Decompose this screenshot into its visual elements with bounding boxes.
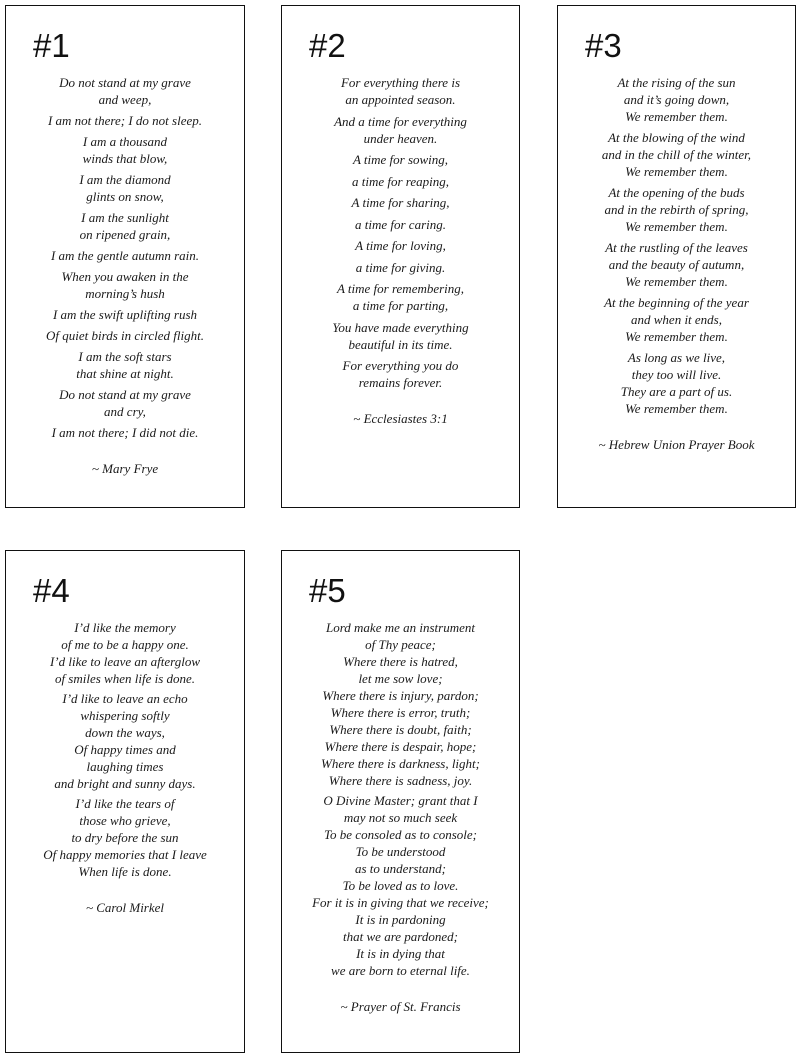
poem-line: Of quiet birds in circled flight.	[46, 328, 204, 343]
poem-line: You have made everything	[332, 319, 469, 335]
poem-line: At the blowing of the wind	[608, 130, 745, 145]
poem-line: For everything there is	[340, 75, 460, 90]
poem-line: I am a thousand	[82, 134, 168, 149]
poem-line: A time for sharing,	[351, 195, 450, 210]
poem-stanza	[558, 294, 795, 345]
poem-line: We remember them.	[625, 401, 728, 416]
poem-stanza	[282, 113, 519, 147]
poem-line: and it’s going down,	[623, 92, 730, 107]
poem-text	[282, 74, 519, 427]
poem-card-5	[281, 550, 520, 1053]
poem-line: Where there is injury, pardon;	[322, 688, 479, 703]
poem-line: It is in dying that	[356, 946, 445, 961]
poem-line: I am the sunlight	[81, 210, 169, 225]
poem-line: to dry before the sun	[71, 830, 179, 845]
poem-stanza	[6, 386, 244, 420]
poem-line: I am the gentle autumn rain.	[50, 248, 200, 263]
poem-card-3	[557, 5, 796, 508]
poem-line: I’d like to leave an echo	[62, 691, 188, 706]
poem-line: We remember them.	[625, 109, 728, 124]
poem-line: Lord make me an instrument	[325, 620, 475, 635]
poem-line: under heaven.	[363, 130, 438, 146]
poem-stanza	[6, 306, 244, 323]
poem-text	[558, 74, 795, 453]
poem-line: and weep,	[98, 92, 152, 107]
poem-line: For everything you do	[342, 358, 459, 373]
poem-line: a time for parting,	[352, 298, 449, 313]
poem-line: as to understand;	[355, 861, 446, 876]
poem-line: I am the soft stars	[78, 349, 172, 364]
poem-card-2	[281, 5, 520, 508]
poem-stanza	[282, 357, 519, 391]
poem-card-4	[5, 550, 245, 1053]
poem-line: we are born to eternal life.	[331, 963, 470, 978]
card-number: #2	[309, 27, 346, 64]
poem-attribution: ~ Carol Mirkel	[85, 900, 165, 915]
poem-line: glints on snow,	[86, 189, 164, 204]
poem-line: morning’s hush	[85, 286, 165, 301]
poem-line: and in the rebirth of spring,	[604, 202, 749, 217]
poem-stanza	[282, 151, 519, 168]
poem-line: Where there is doubt, faith;	[329, 722, 472, 737]
poem-line: I’d like the tears of	[75, 796, 175, 811]
poem-stanza	[6, 247, 244, 264]
poem-stanza	[6, 619, 244, 687]
poem-line: a time for giving.	[355, 259, 446, 275]
poem-line: Do not stand at my grave	[59, 75, 191, 90]
poem-text	[282, 619, 519, 1015]
poem-line: a time for reaping,	[351, 173, 449, 189]
poem-text	[6, 74, 244, 477]
poem-line: And a time for everything	[334, 113, 467, 129]
poem-line: As long as we live,	[627, 350, 726, 365]
poem-line: laughing times	[86, 759, 164, 774]
poem-line: a time for caring.	[355, 216, 446, 232]
poem-stanza	[282, 319, 519, 353]
poem-stanza	[282, 280, 519, 314]
poem-line: on ripened grain,	[79, 227, 171, 242]
poem-line: of smiles when life is done.	[54, 671, 196, 686]
poem-line: To be understood	[355, 844, 446, 859]
poem-line: When you awaken in the	[61, 269, 189, 284]
poem-stanza	[558, 129, 795, 180]
card-number: #4	[33, 572, 70, 609]
poem-line: may not so much seek	[343, 810, 458, 825]
poem-line: down the ways,	[85, 725, 165, 740]
poem-line: At the rustling of the leaves	[605, 240, 748, 255]
poem-attribution: ~ Ecclesiastes 3:1	[353, 411, 448, 426]
poem-line: A time for sowing,	[352, 152, 449, 167]
poem-line: those who grieve,	[79, 813, 171, 828]
poem-line: beautiful in its time.	[348, 336, 453, 352]
poem-line: I’d like the memory	[74, 620, 176, 635]
poem-stanza	[6, 112, 244, 129]
poem-line: of me to be a happy one.	[61, 637, 189, 652]
poem-stanza	[6, 171, 244, 205]
poem-line: They are a part of us.	[620, 384, 733, 399]
poem-stanza	[6, 133, 244, 167]
poem-line: We remember them.	[625, 329, 728, 344]
poem-stanza	[282, 216, 519, 233]
poem-line: let me sow love;	[358, 671, 443, 686]
poem-card-1	[5, 5, 245, 508]
poem-line: Of happy times and	[74, 742, 176, 757]
card-number: #3	[585, 27, 622, 64]
poem-line: It is in pardoning	[355, 912, 446, 927]
poem-stanza	[282, 259, 519, 276]
poem-stanza	[282, 173, 519, 190]
poem-attribution: ~ Prayer of St. Francis	[340, 999, 461, 1014]
poem-line: and when it ends,	[631, 312, 722, 327]
poem-line: I am the swift uplifting rush	[52, 307, 198, 322]
poem-attribution: ~ Hebrew Union Prayer Book	[598, 437, 755, 452]
poem-line: I am not there; I do not sleep.	[47, 113, 203, 128]
poem-line: that shine at night.	[76, 366, 174, 381]
poem-line: they too will live.	[631, 367, 722, 382]
poem-line: A time for loving,	[355, 238, 446, 253]
poem-stanza	[6, 74, 244, 108]
poem-line: and bright and sunny days.	[54, 776, 196, 791]
poem-stanza	[6, 424, 244, 441]
poem-stanza	[282, 619, 519, 789]
poem-stanza	[6, 268, 244, 302]
card-number: #1	[33, 27, 70, 64]
poem-line: Where there is hatred,	[343, 654, 458, 669]
poem-text	[6, 619, 244, 916]
poem-stanza	[6, 348, 244, 382]
poem-stanza	[558, 184, 795, 235]
poem-line: Where there is error, truth;	[330, 705, 471, 720]
poem-line: When life is done.	[78, 864, 172, 879]
poem-line: and the beauty of autumn,	[608, 257, 745, 272]
poem-line: and in the chill of the winter,	[601, 147, 752, 162]
poem-stanza	[558, 74, 795, 125]
poem-line: that we are pardoned;	[343, 929, 458, 944]
poem-line: We remember them.	[625, 164, 728, 179]
poem-stanza	[558, 239, 795, 290]
poem-stanza	[6, 209, 244, 243]
poem-line: We remember them.	[625, 219, 728, 234]
poem-line: I am not there; I did not die.	[51, 425, 199, 440]
poem-line: For it is in giving that we receive;	[312, 895, 489, 910]
poem-line: A time for remembering,	[336, 281, 465, 296]
poem-line: O Divine Master; grant that I	[323, 793, 478, 808]
poem-line: remains forever.	[358, 375, 443, 390]
poem-stanza	[282, 194, 519, 211]
poem-stanza	[6, 690, 244, 792]
poem-line: At the rising of the sun	[617, 75, 736, 90]
poem-line: I’d like to leave an afterglow	[49, 654, 201, 669]
poem-line: Where there is sadness, joy.	[328, 773, 473, 788]
poem-line: Of happy memories that I leave	[43, 847, 207, 862]
poem-attribution: ~ Mary Frye	[91, 461, 159, 476]
poem-stanza	[282, 792, 519, 979]
poem-line: Do not stand at my grave	[59, 387, 191, 402]
poem-line: of Thy peace;	[365, 637, 436, 652]
poem-line: whispering softly	[80, 708, 170, 723]
poem-line: an appointed season.	[345, 92, 456, 107]
poem-line: To be loved as to love.	[342, 878, 459, 893]
poem-stanza	[6, 327, 244, 344]
poem-line: winds that blow,	[82, 151, 168, 166]
poem-line: At the beginning of the year	[604, 295, 749, 310]
poem-line: We remember them.	[625, 274, 728, 289]
poem-line: Where there is darkness, light;	[321, 756, 480, 771]
poem-stanza	[282, 237, 519, 254]
card-number: #5	[309, 572, 346, 609]
poem-line: To be consoled as to console;	[324, 827, 477, 842]
poem-line: and cry,	[104, 404, 146, 419]
poem-line: I am the diamond	[79, 172, 171, 187]
poem-stanza	[558, 349, 795, 417]
poem-line: Where there is despair, hope;	[324, 739, 477, 754]
poem-stanza	[6, 795, 244, 880]
poem-line: At the opening of the buds	[608, 185, 745, 200]
poem-stanza	[282, 74, 519, 108]
